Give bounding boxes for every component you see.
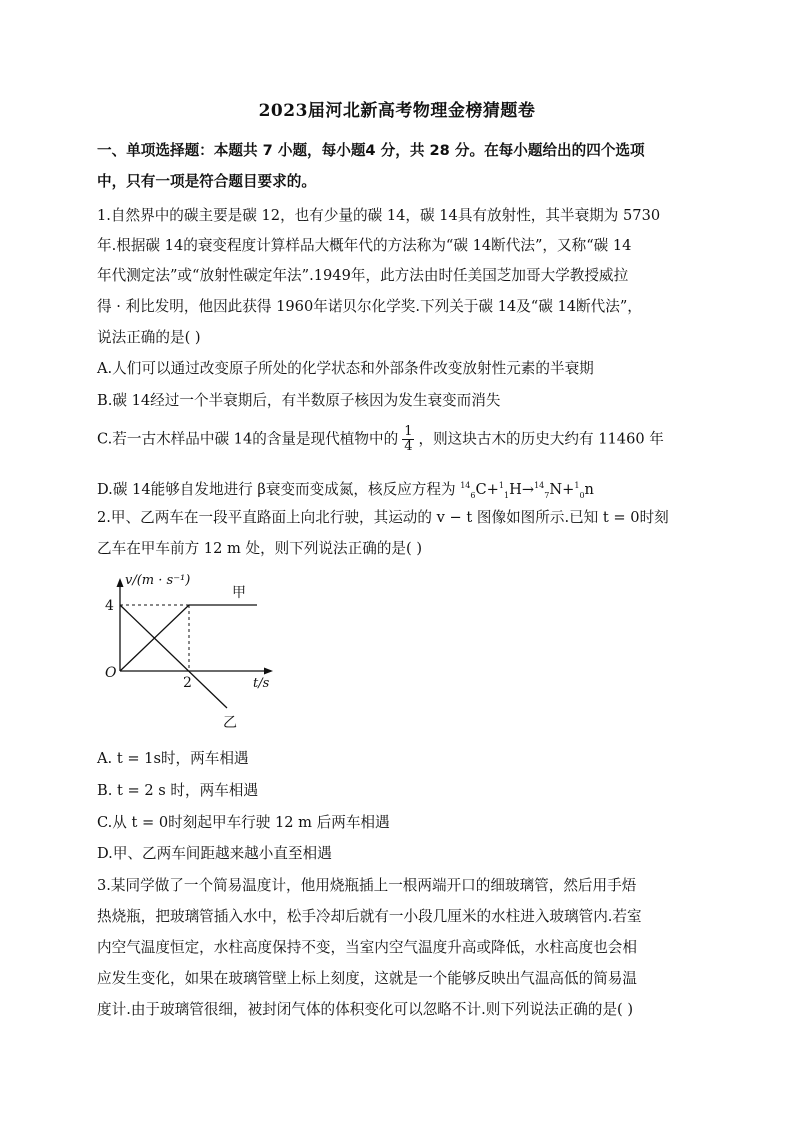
section-heading-cont: 中，只有一项是符合题目要求的。 (97, 173, 316, 190)
nitrogen-nuclide: $^{14}_7$N (534, 480, 563, 500)
label-jia: 甲 (232, 585, 246, 601)
q3-stem-line: 热烧瓶，把玻璃管插入水中，松手冷却后就有一小段几厘米的水柱进入玻璃管内.若室 (97, 908, 642, 925)
carbon-nuclide: $^{14}_6$C (460, 480, 487, 500)
y-axis-label: v/(m · s⁻¹) (125, 573, 191, 588)
label-yi: 乙 (223, 715, 237, 731)
y-axis-arrow-icon (117, 578, 124, 587)
fraction-denominator: 4 (404, 439, 413, 454)
q1-option-c-text: C.若一古木样品中碳 14的含量是现代植物中的 (97, 430, 399, 448)
q1-stem-line: 年.根据碳 14的衰变程度计算样品大概年代的方法称为“碳 14断代法”，又称“碳 14 (97, 237, 632, 254)
section-heading: 一、单项选择题：本题共 7 小题，每小题4 分，共 28 分。在每小题给出的四个选项 (97, 142, 645, 159)
q1-stem-line: 1.自然界中的碳主要是碳 12，也有少量的碳 14，碳 14具有放射性，其半衰期为 5730 (97, 207, 661, 224)
q2-option-c: C.从 t = 0时刻起甲车行驶 12 m 后两车相遇 (97, 814, 390, 831)
q2-option-d: D.甲、乙两车间距越来越小直至相遇 (97, 845, 332, 862)
q3-stem-line: 度计.由于玻璃管很细，被封闭气体的体积变化可以忽略不计.则下列说法正确的是( ) (97, 1001, 634, 1018)
neutron: $^1_0$n (574, 480, 594, 500)
nuclear-equation: $^{14}_6$C+$^1_1$H→$^{14}_7$N+$^1_0$n (460, 481, 594, 498)
q1-option-c (97, 425, 707, 454)
x-axis-label: t/s (253, 676, 270, 691)
q2-option-a: A. t = 1s时，两车相遇 (97, 750, 249, 767)
origin-label: O (105, 665, 117, 681)
y-tick-4: 4 (105, 598, 114, 614)
v-t-graph (97, 572, 297, 737)
q2-stem-line: 乙车在甲车前方 12 m 处，则下列说法正确的是( ) (97, 540, 423, 557)
q1-stem-line: 得 · 利比发明，他因此获得 1960年诺贝尔化学奖.下列关于碳 14及“碳 14断代法”， (97, 298, 642, 315)
q1-stem-line: 年代测定法”或“放射性碳定年法”.1949年，此方法由时任美国芝加哥大学教授威拉 (97, 267, 629, 284)
q2-stem-line: 2.甲、乙两车在一段平直路面上向北行驶，其运动的 v − t 图像如图所示.已知 t = 0时刻 (97, 509, 669, 526)
q1-option-a: A.人们可以通过改变原子所处的化学状态和外部条件改变放射性元素的半衰期 (97, 360, 594, 377)
q3-stem-line: 应发生变化，如果在玻璃管壁上标上刻度，这就是一个能够反映出气温高低的简易温 (97, 970, 637, 987)
hydrogen-nuclide: $^1_1$H (498, 480, 522, 500)
q3-stem-line: 内空气温度恒定，水柱高度保持不变，当室内空气温度升高或降低，水柱高度也会相 (97, 939, 637, 956)
q1-stem-line: 说法正确的是( ) (97, 329, 201, 346)
exam-title: 2023届河北新高考物理金榜猜题卷 (258, 101, 536, 121)
q1-option-d-text: D.碳 14能够自发地进行 β衰变而变成氮，核反应方程为 (97, 480, 456, 498)
q3-stem-line: 3.某同学做了一个简易温度计，他用烧瓶插上一根两端开口的细玻璃管，然后用手焐 (97, 877, 637, 894)
fraction-numerator: 1 (404, 424, 413, 439)
fraction (402, 425, 414, 454)
q1-option-c-tail: ，则这块古木的历史大约有 11460 年 (418, 430, 664, 448)
q1-option-d (97, 476, 707, 506)
x-tick-2: 2 (183, 675, 192, 691)
x-axis-arrow-icon (264, 668, 273, 675)
q1-option-b: B.碳 14经过一个半衰期后，有半数原子核因为发生衰变而消失 (97, 392, 501, 409)
q2-option-b: B. t = 2 s 时，两车相遇 (97, 782, 258, 799)
